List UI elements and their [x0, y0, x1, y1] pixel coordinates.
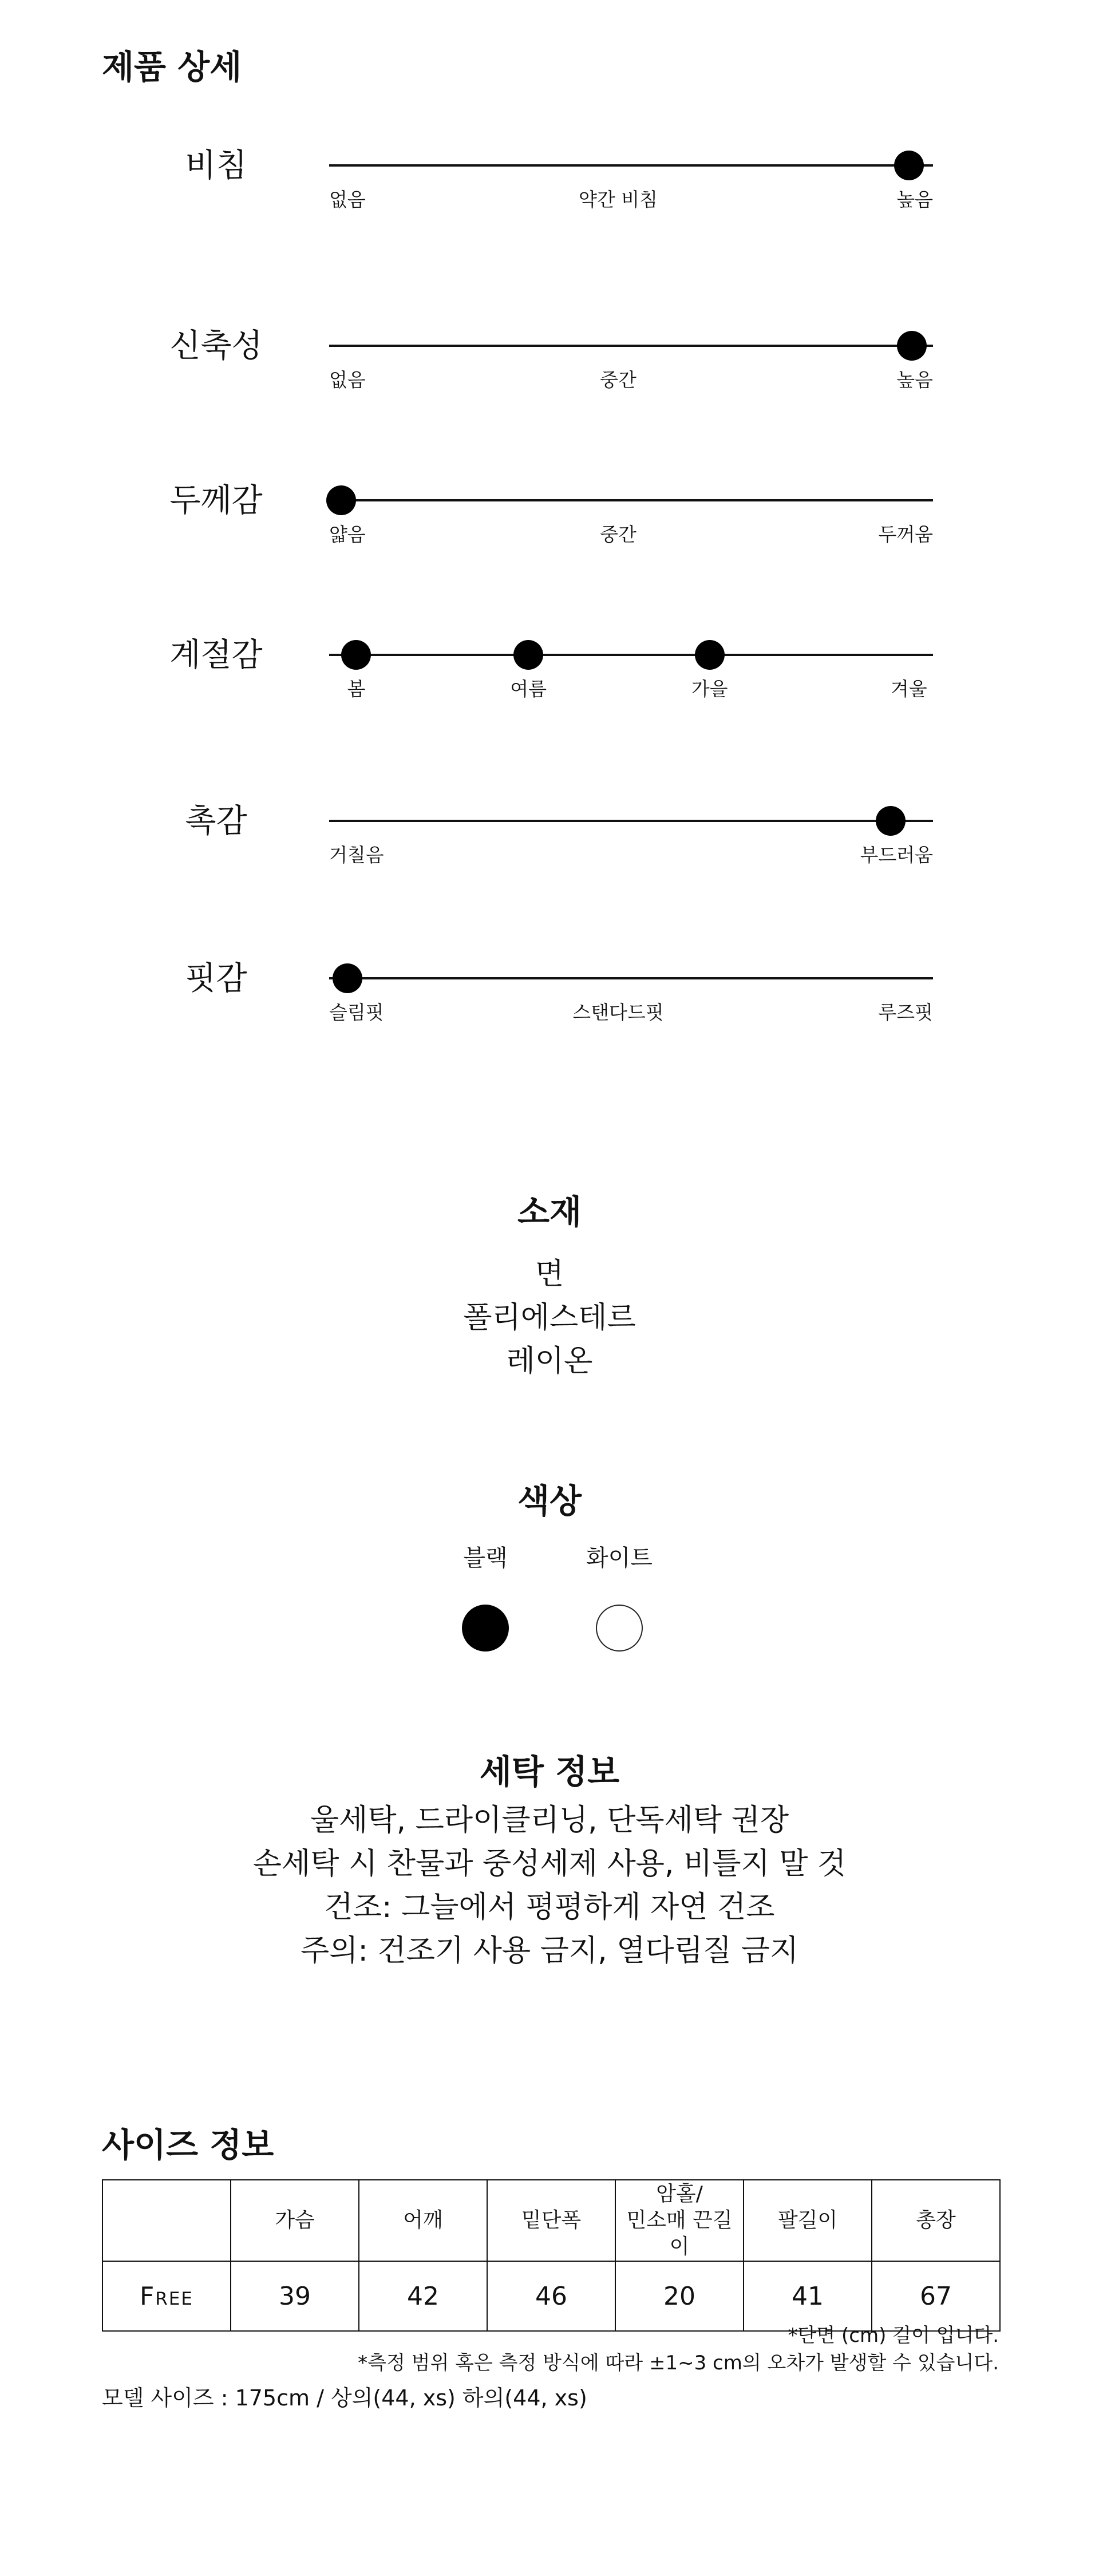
washing-section	[0, 1745, 1099, 1973]
color-option-white[interactable]	[551, 1540, 688, 1652]
color-swatch[interactable]	[462, 1605, 509, 1652]
attribute-selected-dot[interactable]	[897, 331, 927, 361]
size-table-header: 밑단폭	[487, 2180, 615, 2261]
size-table-header: 가슴	[231, 2180, 359, 2261]
material-item: 면	[535, 1257, 564, 1291]
attribute-row	[0, 953, 1099, 1068]
attribute-tick-label: 중간	[600, 523, 637, 546]
size-value: 42	[359, 2261, 487, 2331]
attribute-selected-dot[interactable]	[341, 640, 371, 670]
attribute-label: 계절감	[169, 637, 263, 674]
material-item: 폴리에스테르	[463, 1301, 636, 1335]
attribute-row	[0, 475, 1099, 590]
color-name: 화이트	[586, 1545, 653, 1571]
attribute-scale-line	[329, 977, 933, 979]
material-title: 소재	[517, 1192, 582, 1231]
attribute-row	[0, 796, 1099, 910]
color-option-black[interactable]	[417, 1540, 554, 1652]
material-item: 레이온	[506, 1344, 593, 1378]
attribute-scale-line	[329, 164, 933, 167]
attribute-tick-label: 약간 비침	[578, 188, 658, 211]
washing-title: 세탁 정보	[479, 1752, 620, 1791]
attribute-row	[0, 140, 1099, 255]
attribute-scale-line	[329, 820, 933, 822]
attribute-row	[0, 630, 1099, 744]
attribute-label: 신축성	[169, 327, 263, 365]
model-size-info: 모델 사이즈 : 175cm / 상의(44, xs) 하의(44, xs)	[102, 2385, 587, 2411]
material-section	[0, 1185, 1099, 1383]
size-value: 67	[872, 2261, 1000, 2331]
attribute-tick-label: 높음	[896, 369, 933, 391]
size-table	[102, 2179, 1001, 2332]
attribute-label: 핏감	[185, 960, 247, 997]
size-value: 41	[744, 2261, 872, 2331]
attribute-selected-dot[interactable]	[513, 640, 543, 670]
attribute-row	[0, 321, 1099, 435]
attribute-tick-label: 스탠다드핏	[572, 1001, 664, 1024]
size-info-title: 사이즈 정보	[102, 2125, 274, 2164]
color-section-title-wrap	[0, 1474, 1099, 1522]
washing-line: 건조: 그늘에서 평평하게 자연 건조	[324, 1890, 775, 1925]
size-table-header: 총장	[872, 2180, 1000, 2261]
attribute-label: 비침	[185, 147, 247, 184]
size-table-header: 암홀/ 민소매 끈길이	[615, 2180, 744, 2261]
washing-line: 손세탁 시 찬물과 중성세제 사용, 비틀지 말 것	[252, 1847, 847, 1881]
color-swatch[interactable]	[596, 1605, 643, 1652]
size-value: 20	[615, 2261, 744, 2331]
size-error-note: *측정 범위 혹은 측정 방식에 따라 ±1~3 cm의 오차가 발생할 수 있습니다.	[358, 2352, 999, 2374]
attribute-tick-label: 얇음	[329, 523, 366, 546]
attribute-tick-label: 높음	[896, 188, 933, 211]
attribute-tick-label: 봄	[347, 678, 366, 700]
attribute-scale-line	[329, 499, 933, 501]
attribute-selected-dot[interactable]	[326, 485, 356, 515]
size-table-header: 팔길이	[744, 2180, 872, 2261]
color-name: 블랙	[463, 1545, 508, 1571]
attribute-tick-label: 두꺼움	[878, 523, 933, 546]
attribute-label: 두께감	[169, 482, 263, 519]
attribute-tick-label: 가을	[691, 678, 728, 700]
attribute-tick-label: 슬림핏	[329, 1001, 384, 1024]
washing-line: 울세탁, 드라이클리닝, 단독세탁 권장	[310, 1803, 789, 1838]
size-unit-note: *단면 (cm) 길이 입니다.	[788, 2324, 999, 2347]
size-value: 39	[231, 2261, 359, 2331]
size-value: 46	[487, 2261, 615, 2331]
attribute-tick-label: 중간	[600, 369, 637, 391]
size-table-header	[102, 2180, 231, 2261]
attribute-label: 촉감	[185, 803, 247, 840]
size-table-header: 어깨	[359, 2180, 487, 2261]
attribute-tick-label: 거칠음	[329, 844, 384, 866]
attribute-selected-dot[interactable]	[894, 151, 924, 180]
attribute-tick-label: 없음	[329, 188, 366, 211]
size-label: Free	[102, 2261, 231, 2331]
attribute-tick-label: 루즈핏	[878, 1001, 933, 1024]
attribute-scale-line	[329, 345, 933, 347]
attribute-tick-label: 부드러움	[860, 844, 933, 866]
attribute-tick-label: 겨울	[890, 678, 927, 700]
product-details-title: 제품 상세	[102, 48, 242, 86]
attribute-tick-label: 여름	[510, 678, 547, 700]
attribute-selected-dot[interactable]	[876, 806, 906, 836]
attribute-tick-label: 없음	[329, 369, 366, 391]
color-title: 색상	[517, 1481, 582, 1520]
size-table-header-row	[102, 2180, 1000, 2261]
attribute-selected-dot[interactable]	[333, 963, 362, 993]
washing-line: 주의: 건조기 사용 금지, 열다림질 금지	[300, 1934, 799, 1968]
attribute-selected-dot[interactable]	[695, 640, 725, 670]
attribute-scale-line	[329, 654, 933, 656]
